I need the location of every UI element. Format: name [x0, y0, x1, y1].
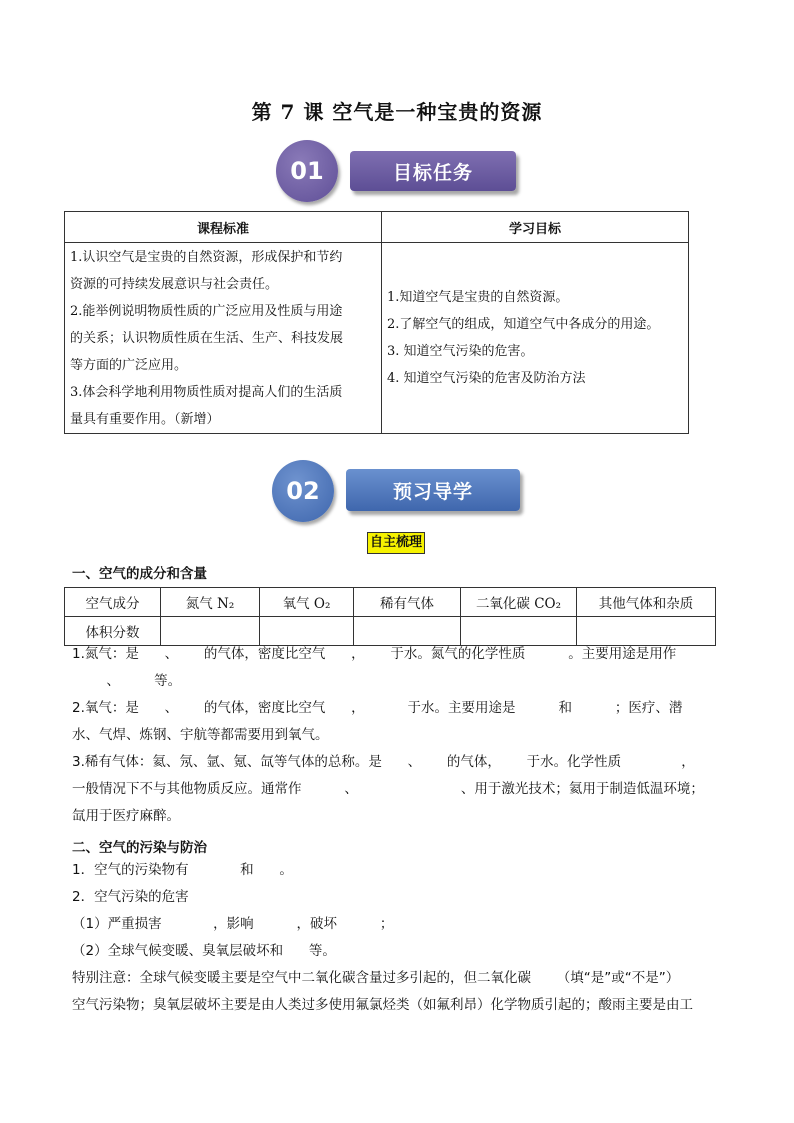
- text-line: 2．空气污染的危害: [72, 889, 189, 905]
- text-line: 特别注意：全球气候变暖主要是空气中二氧化碳含量过多引起的，但二氧化碳 （填“是”或“不是”）: [72, 970, 680, 986]
- header-objectives: 学习目标: [382, 212, 689, 243]
- section-badge-preview: [272, 460, 524, 522]
- objective-line: 3. 知道空气污染的危害。: [387, 344, 534, 359]
- composition-table: [64, 587, 716, 646]
- objective-line: 2.了解空气的组成，知道空气中各成分的用途。: [387, 317, 660, 332]
- comp-row-label: 体积分数: [65, 617, 161, 646]
- comp-header: 空气成分: [65, 588, 161, 617]
- goals-table: [64, 211, 689, 434]
- objectives-cell: [382, 243, 689, 434]
- objective-line: 4. 知道空气污染的危害及防治方法: [387, 371, 586, 386]
- standard-line: 1.认识空气是宝贵的自然资源，形成保护和节约: [70, 249, 343, 265]
- text-line: 氙用于医疗麻醉。: [72, 808, 180, 824]
- text-line: 空气污染物；臭氧层破坏主要是由人类过多使用氟氯烃类（如氟利昂）化学物质引起的；酸雨主要是由工: [72, 997, 693, 1013]
- objective-line: 1.知道空气是宝贵的自然资源。: [387, 290, 569, 305]
- text-line: 1．空气的污染物有 和 。: [72, 862, 293, 878]
- text-line: 1.氮气：是 、 的气体，密度比空气 ， 于水。氮气的化学性质 。主要用途是用作: [72, 646, 677, 662]
- text-line: 2.氧气：是 、 的气体，密度比空气 ， 于水。主要用途是 和 ；医疗、潜: [72, 700, 683, 716]
- text-line: 水、气焊、炼钢、宇航等都需要用到氧气。: [72, 727, 329, 743]
- text-line: （2）全球气候变暖、臭氧层破坏和 等。: [72, 943, 336, 959]
- text-line: 、 等。: [72, 673, 182, 689]
- badge-label: 预习导学: [346, 469, 520, 511]
- page-title: 第 7 课 空气是一种宝贵的资源: [251, 100, 543, 124]
- standard-line: 的关系；认识物质性质在生活、生产、科技发展: [70, 330, 344, 346]
- header-standards: 课程标准: [65, 212, 382, 243]
- standard-line: 3.体会科学地利用物质性质对提高人们的生活质: [70, 384, 343, 400]
- standard-line: 2.能举例说明物质性质的广泛应用及性质与用途: [70, 303, 343, 319]
- comp-header: 氧气 O₂: [260, 588, 354, 617]
- section-heading: 一、空气的成分和含量: [72, 566, 207, 582]
- standard-line: 量具有重要作用。（新增）: [70, 411, 220, 427]
- comp-header: 稀有气体: [354, 588, 461, 617]
- comp-header: 氮气 N₂: [161, 588, 260, 617]
- section-badge-goals: [276, 140, 521, 202]
- standards-cell: [65, 243, 382, 434]
- badge-number: 01: [276, 140, 338, 202]
- standard-line: 资源的可持续发展意识与社会责任。: [70, 276, 279, 292]
- text-line: 3.稀有气体：氦、氖、氩、氪、氙等气体的总称。是 、 的气体， 于水。化学性质 ，: [72, 754, 695, 770]
- badge-label: 目标任务: [350, 151, 516, 191]
- text-line: 一般情况下不与其他物质反应。通常作 、 、用于激光技术；氦用于制造低温环境；: [72, 781, 704, 797]
- badge-number: 02: [272, 460, 334, 522]
- text-line: （1）严重损害 ，影响 ，破坏 ；: [72, 916, 394, 932]
- comp-header: 其他气体和杂质: [577, 588, 716, 617]
- section-heading: 二、空气的污染与防治: [72, 840, 207, 856]
- standard-line: 等方面的广泛应用。: [70, 357, 188, 373]
- comp-header: 二氧化碳 CO₂: [461, 588, 577, 617]
- self-study-tag: 自主梳理: [367, 532, 425, 554]
